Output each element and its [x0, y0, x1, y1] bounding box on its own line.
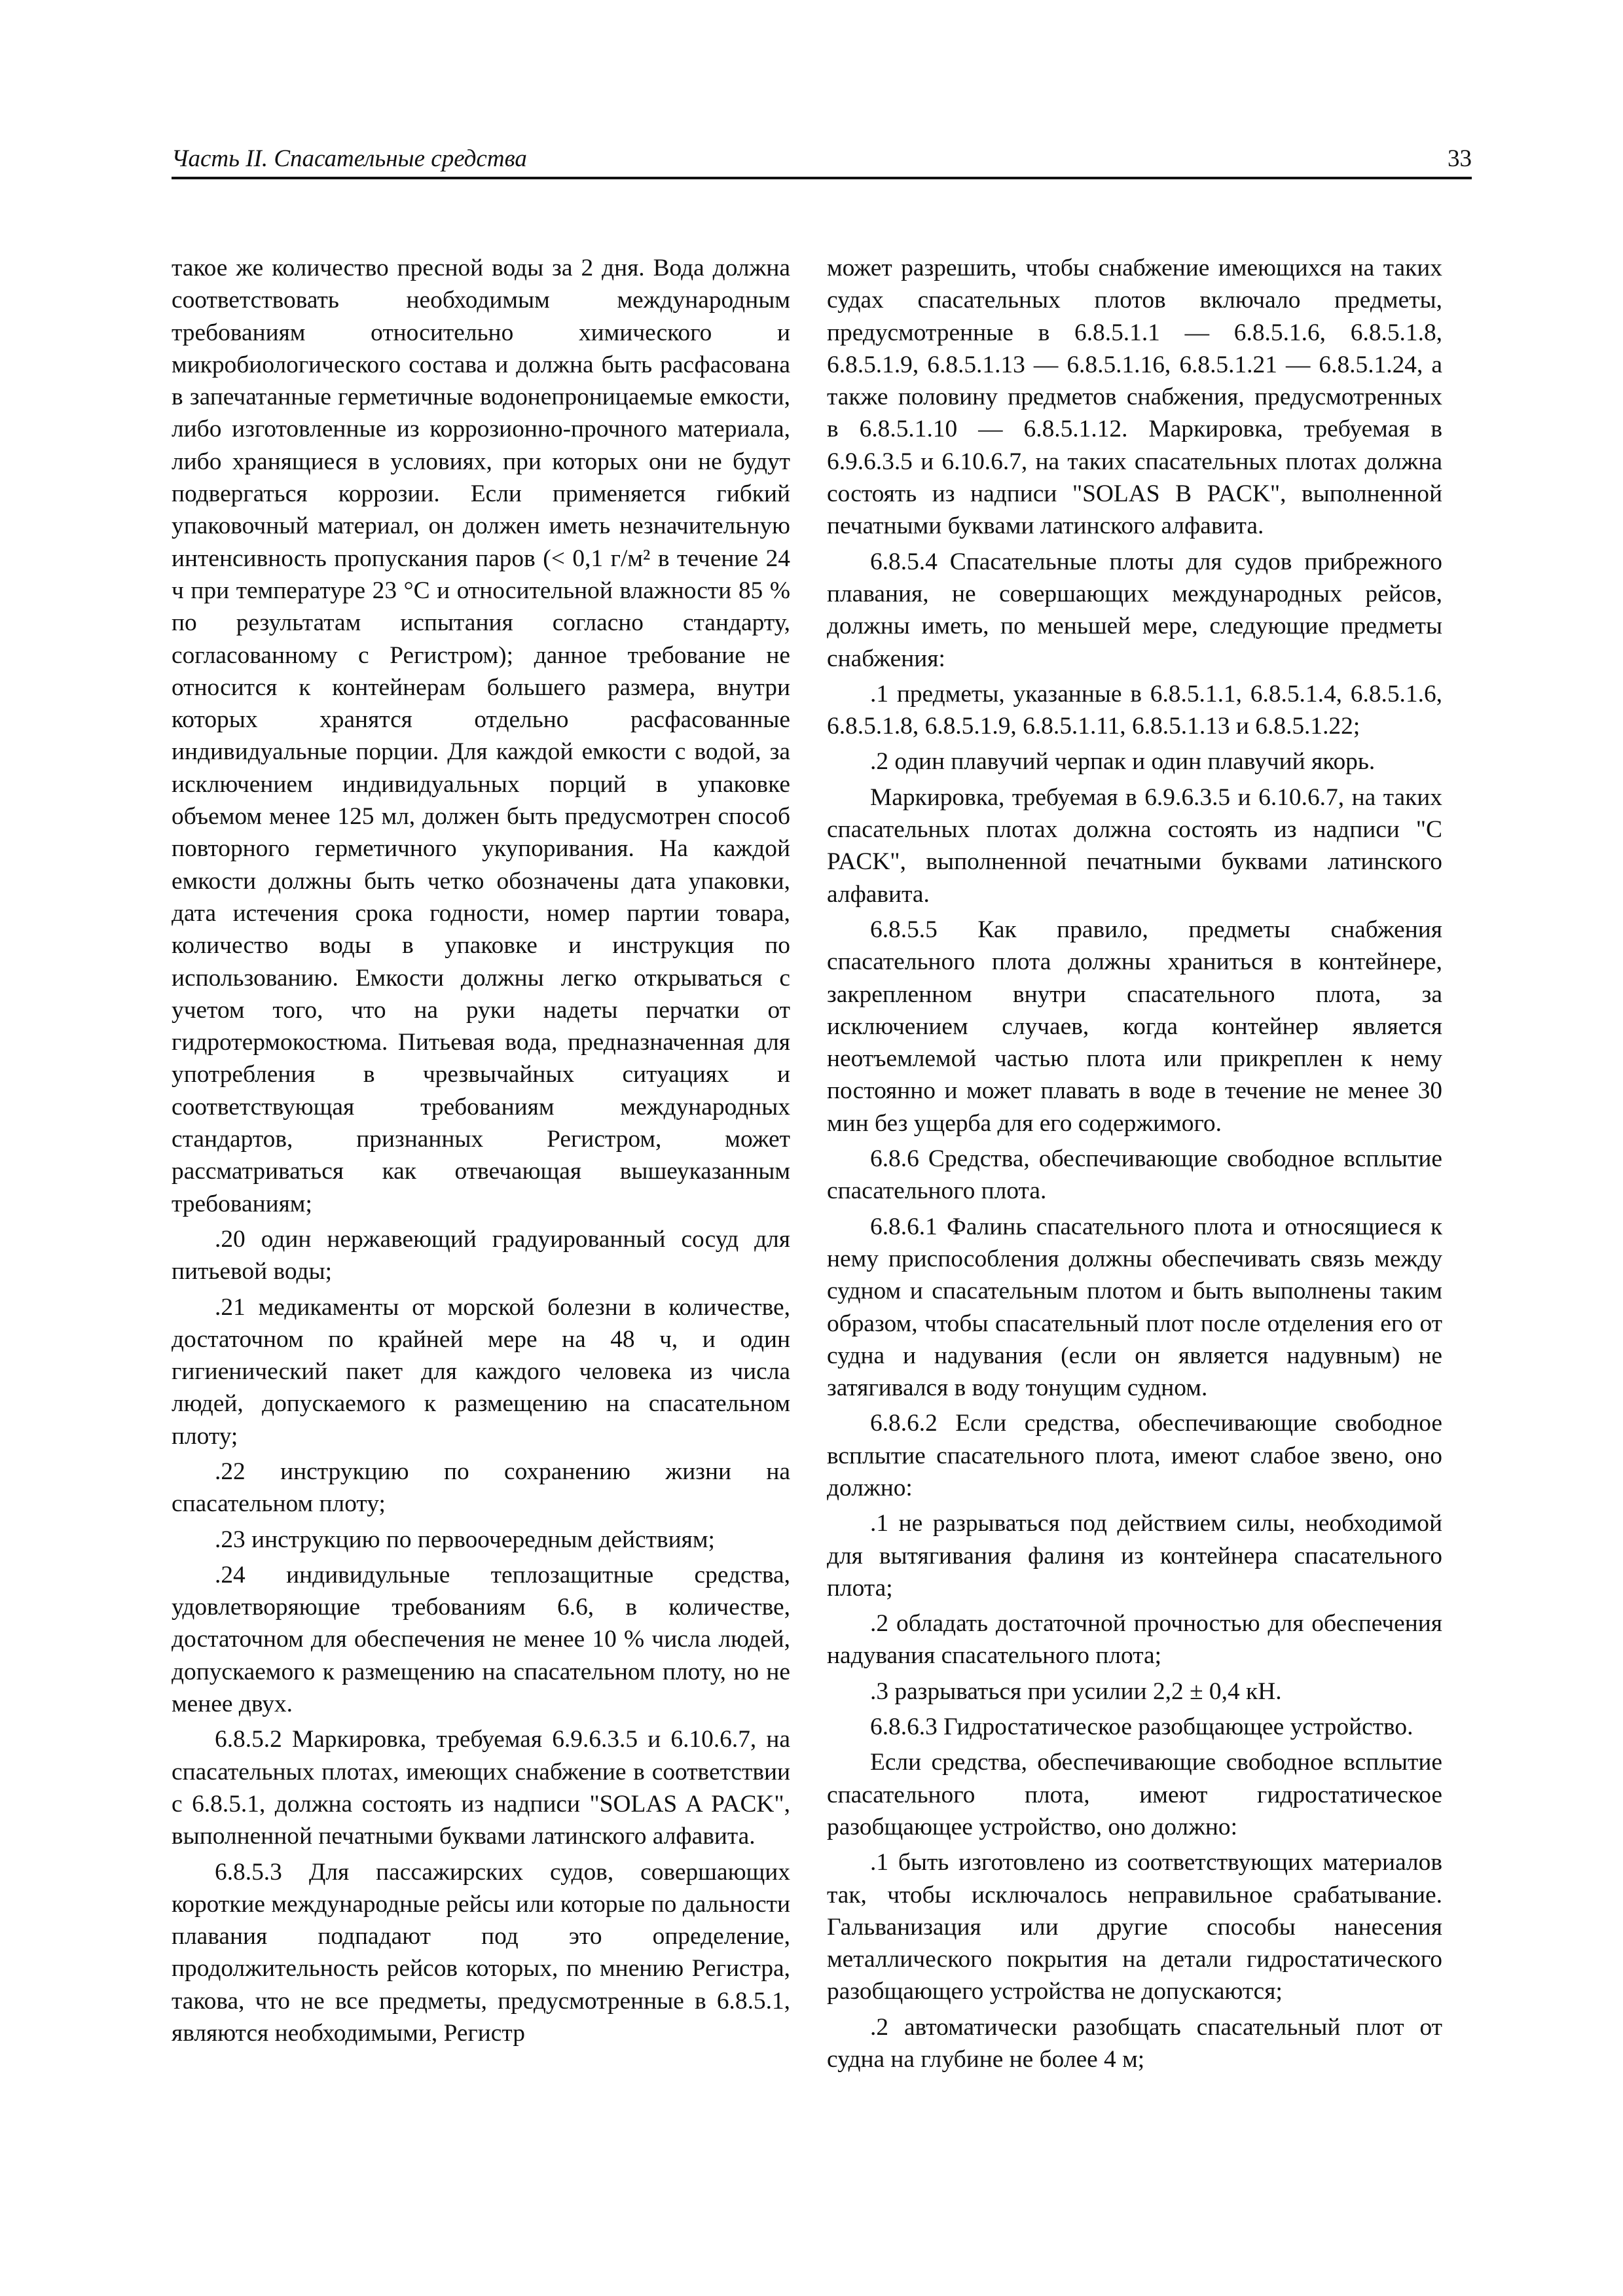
paragraph: такое же количество пресной воды за 2 дня. Вода должна соответствовать необходимым международным требованиям относительно химического и микробиологического состава и должна быть расфасована в запечатанные герметичные водонепроницаемые емкости, либо изготовленные из коррозионно-прочного материала, либо хранящиеся в условиях, при которых они не будут подвергаться коррозии. Если применяется гибкий упаковочный материал, он должен иметь незначительную интенсивность пропускания паров (< 0,1 г/м² в течение 24 ч при температуре 23 °С и относительной влажности 85 % по результатам испытания согласно стандарту, согласованному с Регистром); данное требование не относится к контейнерам большего размера, внутри которых хранятся отдельно расфасованные индивидуальные порции. Для каждой емкости с водой, за исключением индивидуальных порций в упаковке объемом менее 125 мл, должен быть предусмотрен способ повторного герметичного укупоривания. На каждой емкости должны быть четко обозначены дата упаковки, дата истечения срока годности, номер партии товара, количество воды в упаковке и инструкция по использованию. Емкости должны легко открываться с учетом того, что на руки надеты перчатки от гидротермокостюма. Питьевая вода, предназначенная для употребления в чрезвычайных ситуациях и соответствующая требованиям международных стандартов, признанных Регистром, может рассматриваться как отвечающая вышеуказанным требованиям;	[172, 255, 790, 1217]
paragraph: 6.8.5.5 Как правило, предметы снабжения спасательного плота должны храниться в контейнере, закрепленном внутри спасательного плота, за исключением случаев, когда контейнер является неотъемлемой частью плота или прикреплен к нему постоянно и может плавать в воде в течение не менее 30 мин без ущерба для его содержимого.	[827, 916, 1442, 1137]
paragraph: .1 не разрываться под действием силы, необходимой для вытягивания фалиня из контейнера спасательного плота;	[827, 1510, 1442, 1602]
paragraph: 6.8.5.4 Спасательные плоты для судов прибрежного плавания, не совершающих международных рейсов, должны иметь, по меньшей мере, следующие предметы снабжения:	[827, 548, 1442, 672]
paragraph: может разрешить, чтобы снабжение имеющихся на таких судах спасательных плотов включало предметы, предусмотренные в 6.8.5.1.1 — 6.8.5.1.6, 6.8.5.1.8, 6.8.5.1.9, 6.8.5.1.13 — 6.8.5.1.16, 6.8.5.1.21 — 6.8.5.1.24, а также половину предметов снабжения, предусмотренных в 6.8.5.1.10 — 6.8.5.1.12. Маркировка, требуемая в 6.9.6.3.5 и 6.10.6.7, на таких спасательных плотах должна состоять из надписи "SOLAS B PACK", выполненной печатными буквами латинского алфавита.	[827, 255, 1442, 540]
paragraph: 6.8.6.3 Гидростатическое разобщающее устройство.	[870, 1713, 1413, 1741]
paragraph: .23 инструкцию по первоочередным действиям;	[215, 1526, 715, 1553]
paragraph: .2 один плавучий черпак и один плавучий якорь.	[870, 748, 1376, 776]
running-header	[172, 145, 1472, 179]
paragraph: .24 индивидульные теплозащитные средства, удовлетворяющие требованиям 6.6, в количестве, достаточном для обеспечения не менее 10 % числа людей, допускаемого к размещению на спасательном плоту, но не менее двух.	[172, 1561, 790, 1718]
paragraph: .3 разрываться при усилии 2,2 ± 0,4 кН.	[870, 1677, 1282, 1705]
paragraph: Маркировка, требуемая в 6.9.6.3.5 и 6.10.6.7, на таких спасательных плотах должна состоять из надписи "C PACK", выполненной печатными буквами латинского алфавита.	[827, 783, 1442, 908]
paragraph: .2 автоматически разобщать спасательный плот от судна на глубине не более 4 м;	[827, 2013, 1442, 2073]
paragraph: 6.8.5.3 Для пассажирских судов, совершающих короткие международные рейсы или которые по дальности плавания подпадают под это определение, продолжительность рейсов которых, по мнению Регистра, такова, что не все предметы, предусмотренные в 6.8.5.1, являются необходимыми, Регистр	[172, 1858, 790, 2047]
paragraph: .22 инструкцию по сохранению жизни на спасательном плоту;	[172, 1458, 790, 1518]
paragraph: .2 обладать достаточной прочностью для обеспечения надувания спасательного плота;	[827, 1610, 1442, 1670]
paragraph: .1 предметы, указанные в 6.8.5.1.1, 6.8.5.1.4, 6.8.5.1.6, 6.8.5.1.8, 6.8.5.1.9, 6.8.5.1.11, 6.8.5.1.13 и 6.8.5.1.22;	[827, 680, 1442, 740]
paragraph: 6.8.6.2 Если средства, обеспечивающие свободное всплытие спасательного плота, имеют слабое звено, оно должно:	[827, 1410, 1442, 1501]
page-number: 33	[1448, 145, 1472, 172]
right-column	[827, 252, 1442, 2075]
paragraph: Если средства, обеспечивающие свободное всплытие спасательного плота, имеют гидростатическое разобщающее устройство, оно должно:	[827, 1749, 1442, 1840]
paragraph: .21 медикаменты от морской болезни в количестве, достаточном по крайней мере на 48 ч, и один гигиенический пакет для каждого человека из числа людей, допускаемого к размещению на спасательном плоту;	[172, 1293, 790, 1450]
paragraph: 6.8.5.2 Маркировка, требуемая 6.9.6.3.5 и 6.10.6.7, на спасательных плотах, имеющих снабжение в соответствии с 6.8.5.1, должна состоять из надписи "SOLAS A PACK", выполненной печатными буквами латинского алфавита.	[172, 1726, 790, 1850]
paragraph: .1 быть изготовлено из соответствующих материалов так, чтобы исключалось неправильное срабатывание. Гальванизация или другие способы нанесения металлического покрытия на детали гидростатического разобщающего устройства не допускаются;	[827, 1849, 1442, 2005]
paragraph: 6.8.6.1 Фалинь спасательного плота и относящиеся к нему приспособления должны обеспечивать связь между судном и спасательным плотом и быть выполнены таким образом, чтобы спасательный плот после отделения его от судна и надувания (если он является надувным) не затягивался в воду тонущим судном.	[827, 1213, 1442, 1402]
section-heading: 6.8.6 Средства, обеспечивающие свободное всплытие спасательного плота.	[827, 1145, 1442, 1205]
running-header-title: Часть II. Спасательные средства	[172, 145, 527, 172]
paragraph: .20 один нержавеющий градуированный сосуд для питьевой воды;	[172, 1225, 790, 1285]
left-column	[172, 252, 790, 2049]
